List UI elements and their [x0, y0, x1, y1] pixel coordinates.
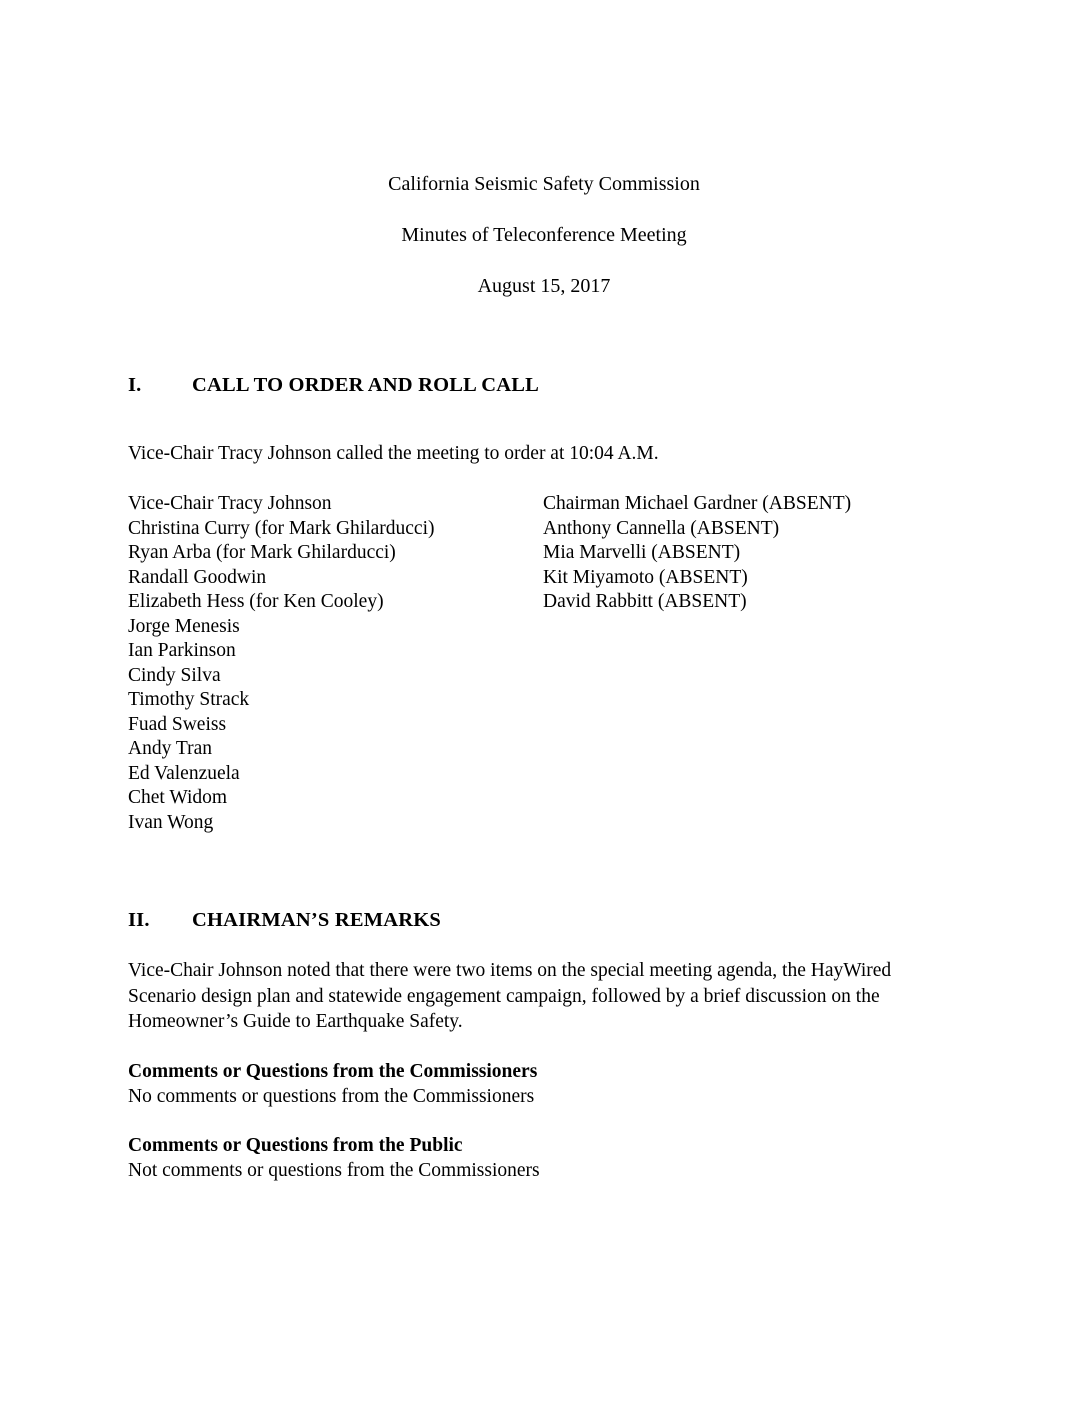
list-item: Jorge Menesis	[128, 615, 240, 637]
section-number: II.	[128, 909, 150, 931]
public-comments-heading: Comments or Questions from the Public	[128, 1134, 463, 1156]
section-title: CHAIRMAN’S REMARKS	[192, 909, 442, 931]
list-item: Ed Valenzuela	[128, 762, 240, 784]
document-subtitle: Minutes of Teleconference Meeting	[401, 224, 687, 246]
section-heading	[128, 374, 960, 397]
list-item: Ian Parkinson	[128, 640, 236, 661]
document-date: August 15, 2017	[477, 275, 611, 297]
call-to-order-text: Vice-Chair Tracy Johnson called the meeting to order at 10:04 A.M.	[128, 443, 659, 464]
chairmans-remarks-body: Vice-Chair Johnson noted that there were two items on the special meeting agenda, the HayWired Scenario design plan and statewide engagement campaign, followed by a brief discussion on the Homeowner’s Guide to Earthquake Safety.	[128, 960, 892, 1032]
list-item: Ivan Wong	[128, 811, 214, 833]
list-item: Chairman Michael Gardner (ABSENT)	[543, 493, 852, 514]
list-item: Cindy Silva	[128, 664, 221, 686]
section-number: I.	[128, 374, 142, 396]
list-item: Andy Tran	[128, 738, 212, 759]
public-comments-text: Not comments or questions from the Commissioners	[128, 1159, 540, 1181]
roster-column-absent	[543, 492, 943, 835]
public-comments-block	[128, 1133, 960, 1183]
list-item: Randall Goodwin	[128, 566, 267, 588]
list-item: Kit Miyamoto (ABSENT)	[543, 566, 748, 588]
roster-column-present	[128, 492, 543, 835]
roll-call-roster	[128, 492, 960, 835]
commissioner-comments-heading: Comments or Questions from the Commissioners	[128, 1060, 538, 1082]
commissioner-comments-block	[128, 1059, 960, 1109]
list-item: Ryan Arba (for Mark Ghilarducci)	[128, 542, 396, 563]
section-title: CALL TO ORDER AND ROLL CALL	[192, 374, 539, 396]
section-call-to-order	[128, 374, 960, 835]
list-item: Anthony Cannella (ABSENT)	[543, 517, 780, 539]
document-header	[128, 172, 960, 298]
list-item: David Rabbitt (ABSENT)	[543, 591, 747, 612]
list-item: Vice-Chair Tracy Johnson	[128, 493, 332, 514]
list-item: Chet Widom	[128, 787, 228, 808]
commissioner-comments-text: No comments or questions from the Commissioners	[128, 1085, 535, 1107]
list-item: Elizabeth Hess (for Ken Cooley)	[128, 591, 384, 612]
document-title: California Seismic Safety Commission	[388, 173, 700, 195]
list-item: Christina Curry (for Mark Ghilarducci)	[128, 517, 435, 539]
list-item: Mia Marvelli (ABSENT)	[543, 542, 741, 563]
section-heading	[128, 909, 960, 932]
section-chairmans-remarks	[128, 909, 960, 1183]
document-content	[128, 0, 960, 1183]
list-item: Fuad Sweiss	[128, 713, 227, 735]
list-item: Timothy Strack	[128, 689, 250, 710]
